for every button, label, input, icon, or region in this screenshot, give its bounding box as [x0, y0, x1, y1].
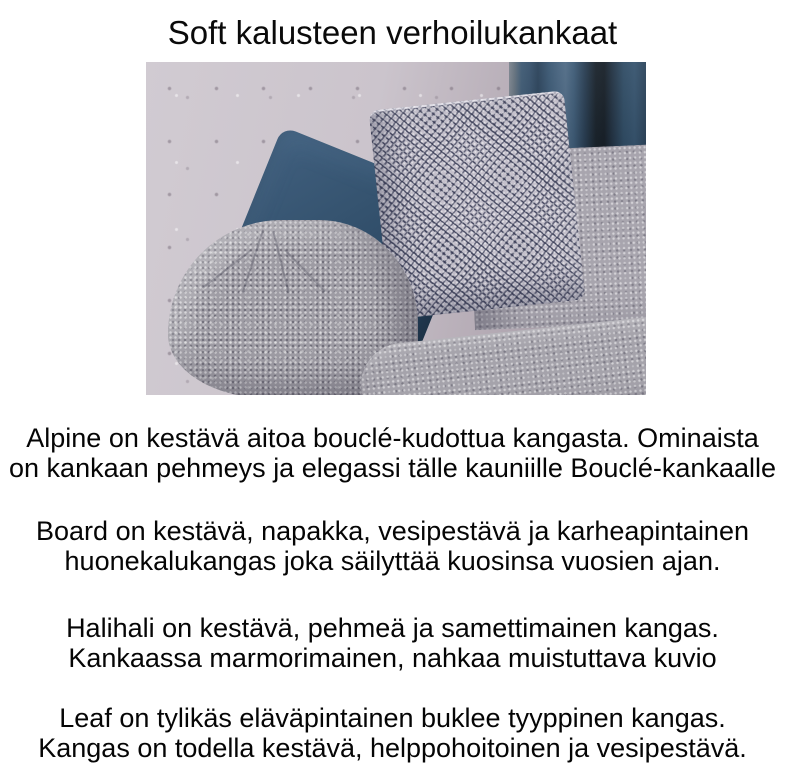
paragraph-alpine — [0, 423, 785, 483]
paragraph-line: Kankaassa marmorimainen, nahkaa muistuttava kuvio — [68, 643, 717, 673]
paragraph-line: on kankaan pehmeys ja elegassi tälle kauniille Bouclé-kankaalle — [9, 453, 776, 483]
page-title: Soft kalusteen verhoilukankaat — [167, 14, 618, 51]
paragraph-line: Alpine on kestävä aitoa bouclé-kudottua kangasta. Ominaista — [26, 423, 759, 453]
paragraph-line: Halihali on kestävä, pehmeä ja samettimainen kangas. — [66, 613, 719, 643]
armrest-seam — [272, 231, 289, 294]
sofa-photo — [146, 62, 646, 395]
paragraph-board — [0, 516, 785, 576]
paragraph-line: huonekalukangas joka säilyttää kuosinsa vuosien ajan. — [64, 546, 721, 576]
paragraph-halihali — [0, 613, 785, 673]
armrest-seam — [242, 229, 264, 292]
paragraph-line: Leaf on tylikäs eläväpintainen buklee tyyppinen kangas. — [59, 703, 726, 733]
paragraph-line: Kangas on todella kestävä, helppohoitoinen ja vesipestävä. — [38, 733, 747, 763]
paragraph-line: Board on kestävä, napakka, vesipestävä ja karheapintainen — [36, 516, 749, 546]
armrest-seam — [284, 249, 326, 292]
paragraph-leaf — [0, 703, 785, 763]
